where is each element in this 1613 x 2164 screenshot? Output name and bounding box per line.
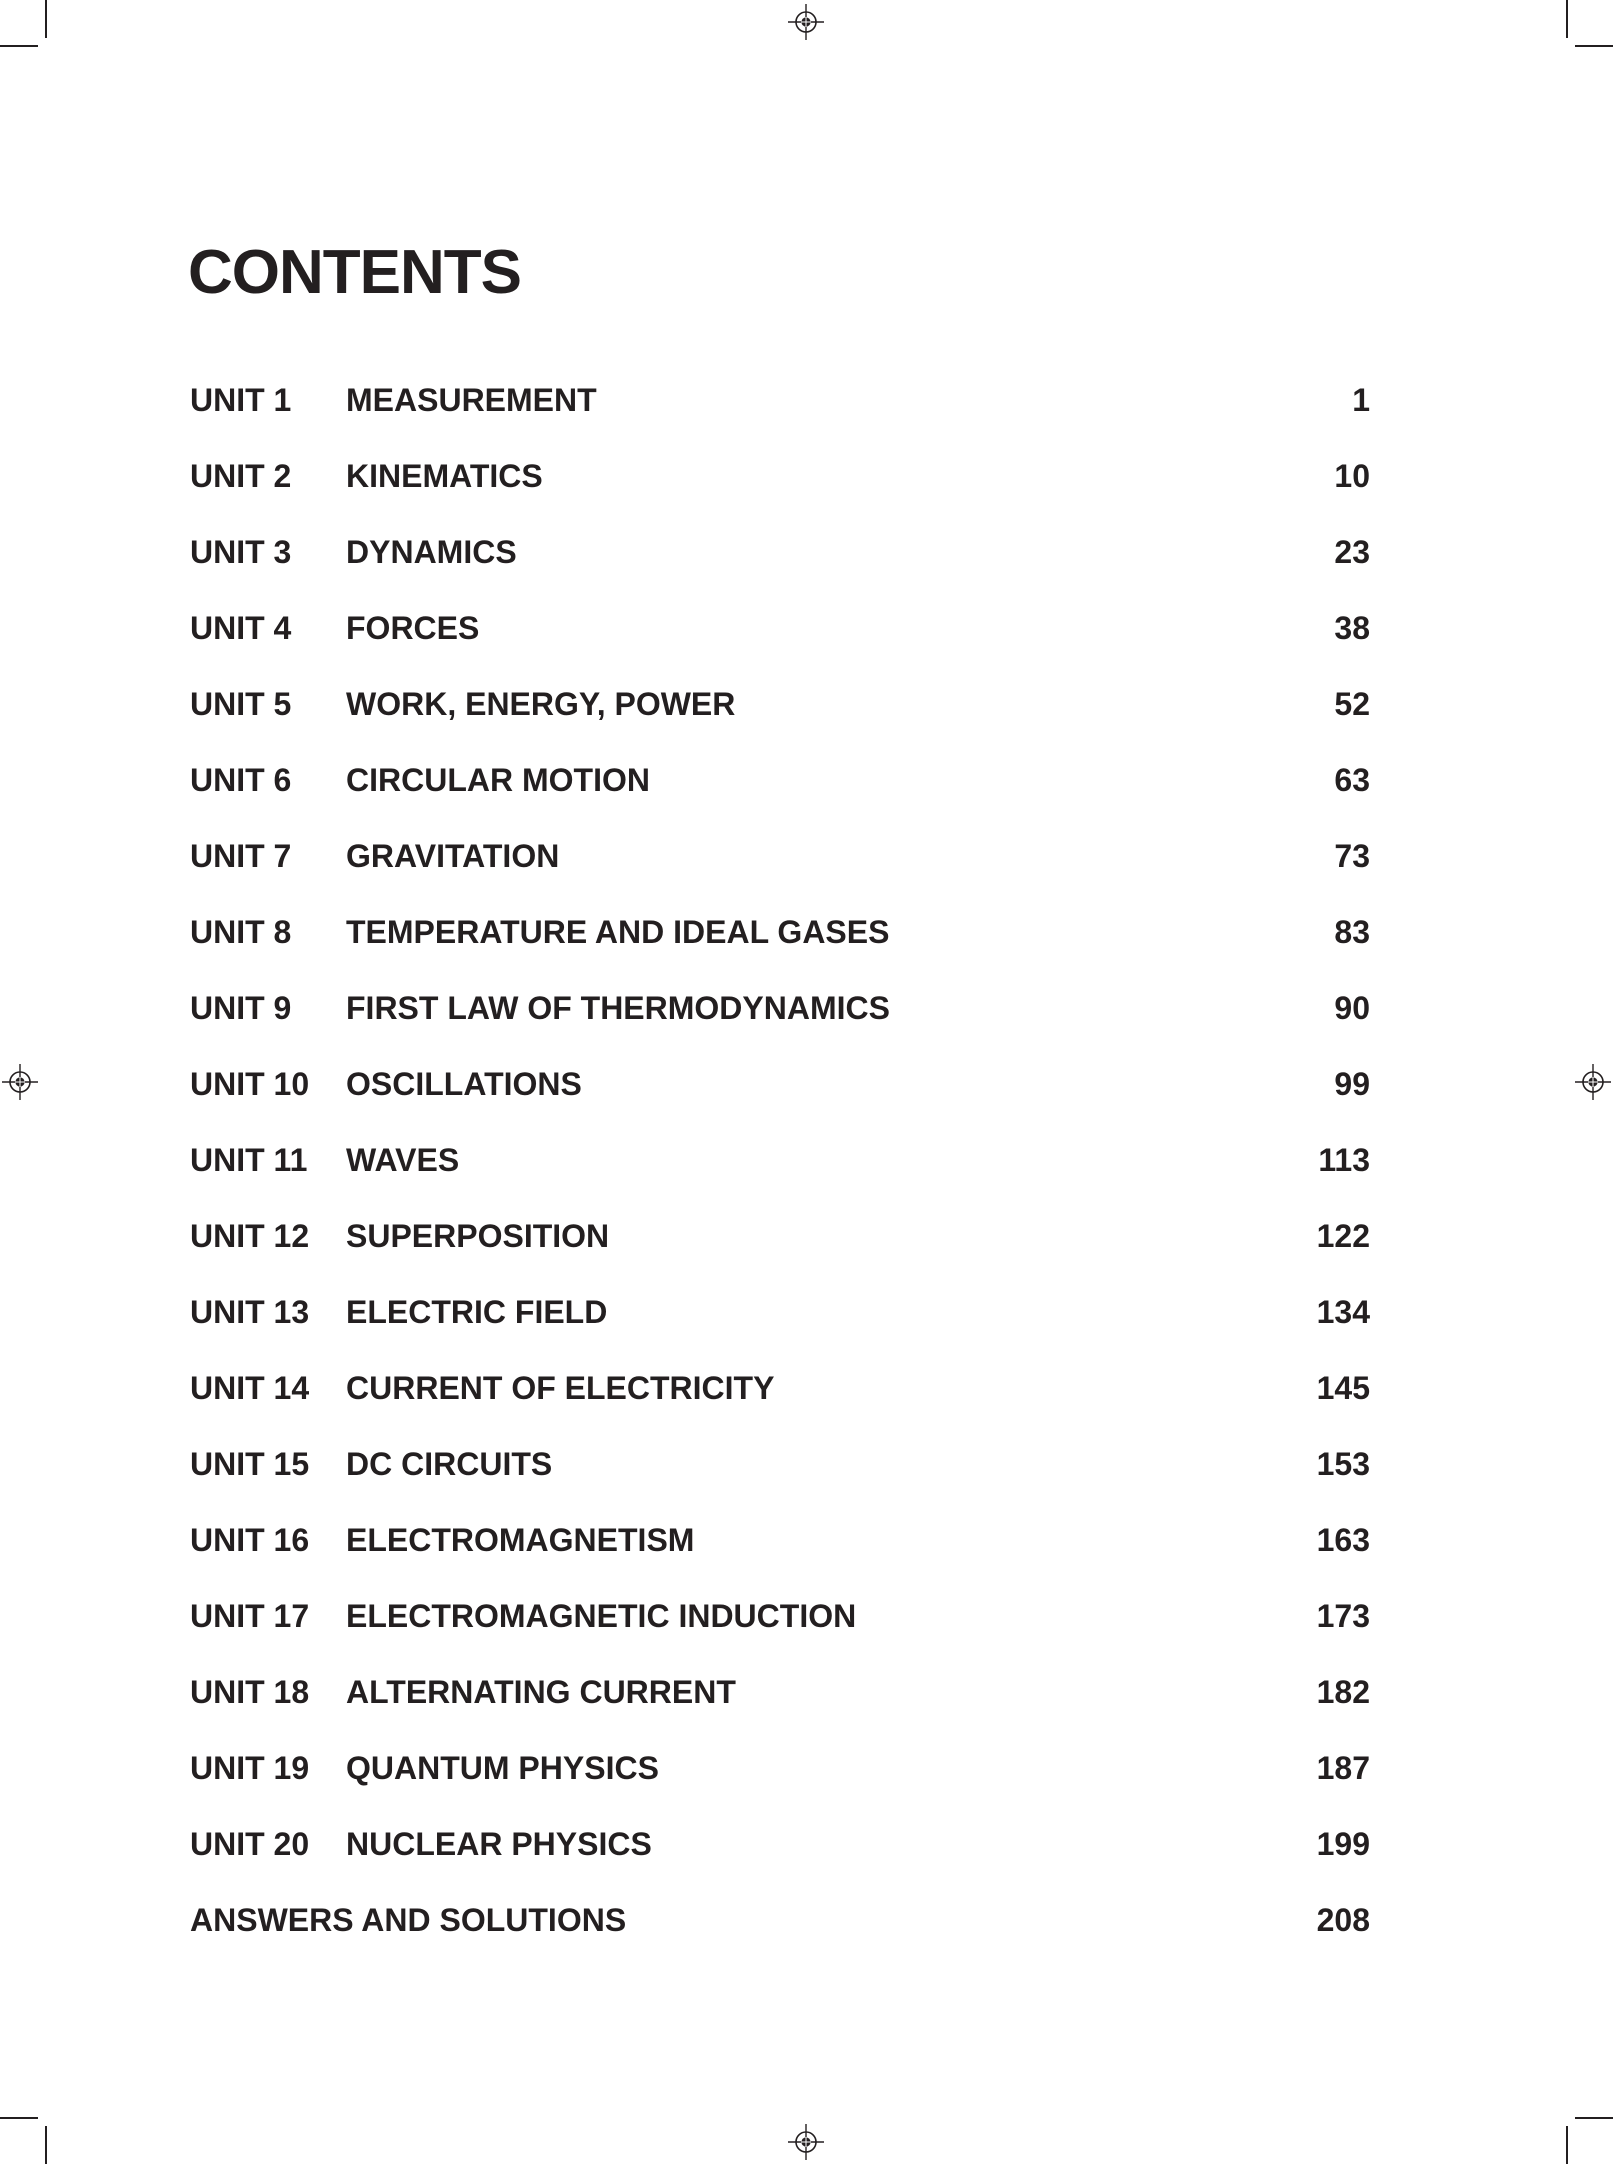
crop-mark-icon — [1575, 2117, 1613, 2119]
toc-entry — [190, 666, 1370, 742]
toc-entry — [190, 894, 1370, 970]
toc-entry-unit: UNIT 3 — [190, 533, 292, 570]
toc-entry-page: 145 — [1316, 1369, 1370, 1406]
toc-entry-page: 113 — [1318, 1141, 1370, 1178]
toc-entry-title: TEMPERATURE AND IDEAL GASES — [346, 913, 890, 950]
toc-entry-title: GRAVITATION — [346, 837, 560, 874]
toc-entry-page: 63 — [1334, 761, 1370, 798]
toc-entry — [190, 1502, 1370, 1578]
toc-entry-title: KINEMATICS — [346, 457, 543, 494]
crop-mark-icon — [1566, 2126, 1568, 2164]
toc-entry-page: 199 — [1316, 1825, 1370, 1862]
toc-entry-unit: UNIT 5 — [190, 685, 292, 722]
toc-entry — [190, 362, 1370, 438]
toc-entry — [190, 818, 1370, 894]
toc-entry-title: ELECTROMAGNETISM — [346, 1521, 695, 1558]
toc-entry-page: 122 — [1316, 1217, 1370, 1254]
toc-entry-title: MEASUREMENT — [346, 381, 597, 418]
toc-entry-unit: UNIT 10 — [190, 1065, 310, 1102]
toc-entry — [190, 1274, 1370, 1350]
toc-entry-page: 83 — [1334, 913, 1370, 950]
toc-entry-unit: UNIT 13 — [190, 1293, 310, 1330]
toc-entry-title: ELECTROMAGNETIC INDUCTION — [346, 1597, 857, 1634]
toc-entry-unit: UNIT 6 — [190, 761, 292, 798]
toc-entry-unit: UNIT 7 — [190, 837, 292, 874]
toc-entry — [190, 514, 1370, 590]
toc-entry-unit: UNIT 11 — [190, 1141, 308, 1178]
toc-entry-page: 208 — [1316, 1901, 1370, 1938]
toc-entry-title: ELECTRIC FIELD — [346, 1293, 608, 1330]
toc-entry-page: 99 — [1334, 1065, 1370, 1102]
toc-entry-page: 73 — [1334, 837, 1370, 874]
page-title: CONTENTS — [188, 238, 521, 307]
toc-entry — [190, 1806, 1370, 1882]
registration-mark-icon — [1575, 1064, 1611, 1100]
toc-entry-title: NUCLEAR PHYSICS — [346, 1825, 652, 1862]
toc-entry-title: SUPERPOSITION — [346, 1217, 610, 1254]
toc-entry-title: FIRST LAW OF THERMODYNAMICS — [346, 989, 890, 1026]
toc-entry-unit: UNIT 8 — [190, 913, 292, 950]
toc-entry-unit: UNIT 15 — [190, 1445, 310, 1482]
toc-entry — [190, 1882, 1370, 1958]
toc-entry-title: CURRENT OF ELECTRICITY — [346, 1369, 775, 1406]
registration-mark-icon — [788, 4, 824, 40]
toc-entry — [190, 590, 1370, 666]
crop-mark-icon — [0, 45, 38, 47]
toc-entry-title: ANSWERS AND SOLUTIONS — [190, 1901, 627, 1938]
toc-entry — [190, 1654, 1370, 1730]
toc-entry-page: 134 — [1316, 1293, 1370, 1330]
toc-entry — [190, 1578, 1370, 1654]
toc-entry-unit: UNIT 4 — [190, 609, 292, 646]
toc-entry-page: 187 — [1316, 1749, 1370, 1786]
toc-entry — [190, 1730, 1370, 1806]
registration-mark-icon — [788, 2124, 824, 2160]
crop-mark-icon — [1575, 45, 1613, 47]
toc-entry-title: FORCES — [346, 609, 480, 646]
toc-entry-unit: UNIT 18 — [190, 1673, 310, 1710]
toc-entry-unit: UNIT 14 — [190, 1369, 310, 1406]
toc-entry — [190, 742, 1370, 818]
toc-entry-title: DYNAMICS — [346, 533, 517, 570]
registration-mark-icon — [2, 1064, 38, 1100]
toc-entry-unit: UNIT 17 — [190, 1597, 310, 1634]
toc-entry — [190, 1426, 1370, 1502]
toc-entry-page: 38 — [1334, 609, 1370, 646]
crop-mark-icon — [1566, 0, 1568, 38]
toc-entry-page: 153 — [1316, 1445, 1370, 1482]
toc-entry-title: CIRCULAR MOTION — [346, 761, 650, 798]
toc-list — [190, 362, 1370, 1958]
toc-entry — [190, 1122, 1370, 1198]
toc-entry-unit: UNIT 1 — [190, 381, 292, 418]
toc-entry-page: 163 — [1316, 1521, 1370, 1558]
toc-entry-page: 1 — [1352, 381, 1370, 418]
toc-entry-title: OSCILLATIONS — [346, 1065, 582, 1102]
toc-entry-page: 52 — [1334, 685, 1370, 722]
toc-entry-page: 10 — [1334, 457, 1370, 494]
toc-entry-unit: UNIT 12 — [190, 1217, 310, 1254]
toc-entry — [190, 1046, 1370, 1122]
toc-entry-unit: UNIT 16 — [190, 1521, 310, 1558]
toc-entry-unit: UNIT 19 — [190, 1749, 310, 1786]
toc-entry-title: QUANTUM PHYSICS — [346, 1749, 659, 1786]
toc-entry-page: 23 — [1334, 533, 1370, 570]
toc-entry-page: 90 — [1334, 989, 1370, 1026]
crop-mark-icon — [45, 0, 47, 38]
toc-entry — [190, 970, 1370, 1046]
crop-mark-icon — [45, 2126, 47, 2164]
crop-mark-icon — [0, 2117, 38, 2119]
toc-entry-title: DC CIRCUITS — [346, 1445, 553, 1482]
toc-entry — [190, 438, 1370, 514]
toc-entry-title: WORK, ENERGY, POWER — [346, 685, 736, 722]
toc-entry-unit: UNIT 2 — [190, 457, 292, 494]
toc-entry-page: 182 — [1316, 1673, 1370, 1710]
toc-entry-page: 173 — [1316, 1597, 1370, 1634]
toc-entry-title: ALTERNATING CURRENT — [346, 1673, 736, 1710]
toc-entry-unit: UNIT 20 — [190, 1825, 310, 1862]
toc-entry — [190, 1198, 1370, 1274]
toc-entry — [190, 1350, 1370, 1426]
toc-entry-title: WAVES — [346, 1141, 460, 1178]
toc-entry-unit: UNIT 9 — [190, 989, 292, 1026]
